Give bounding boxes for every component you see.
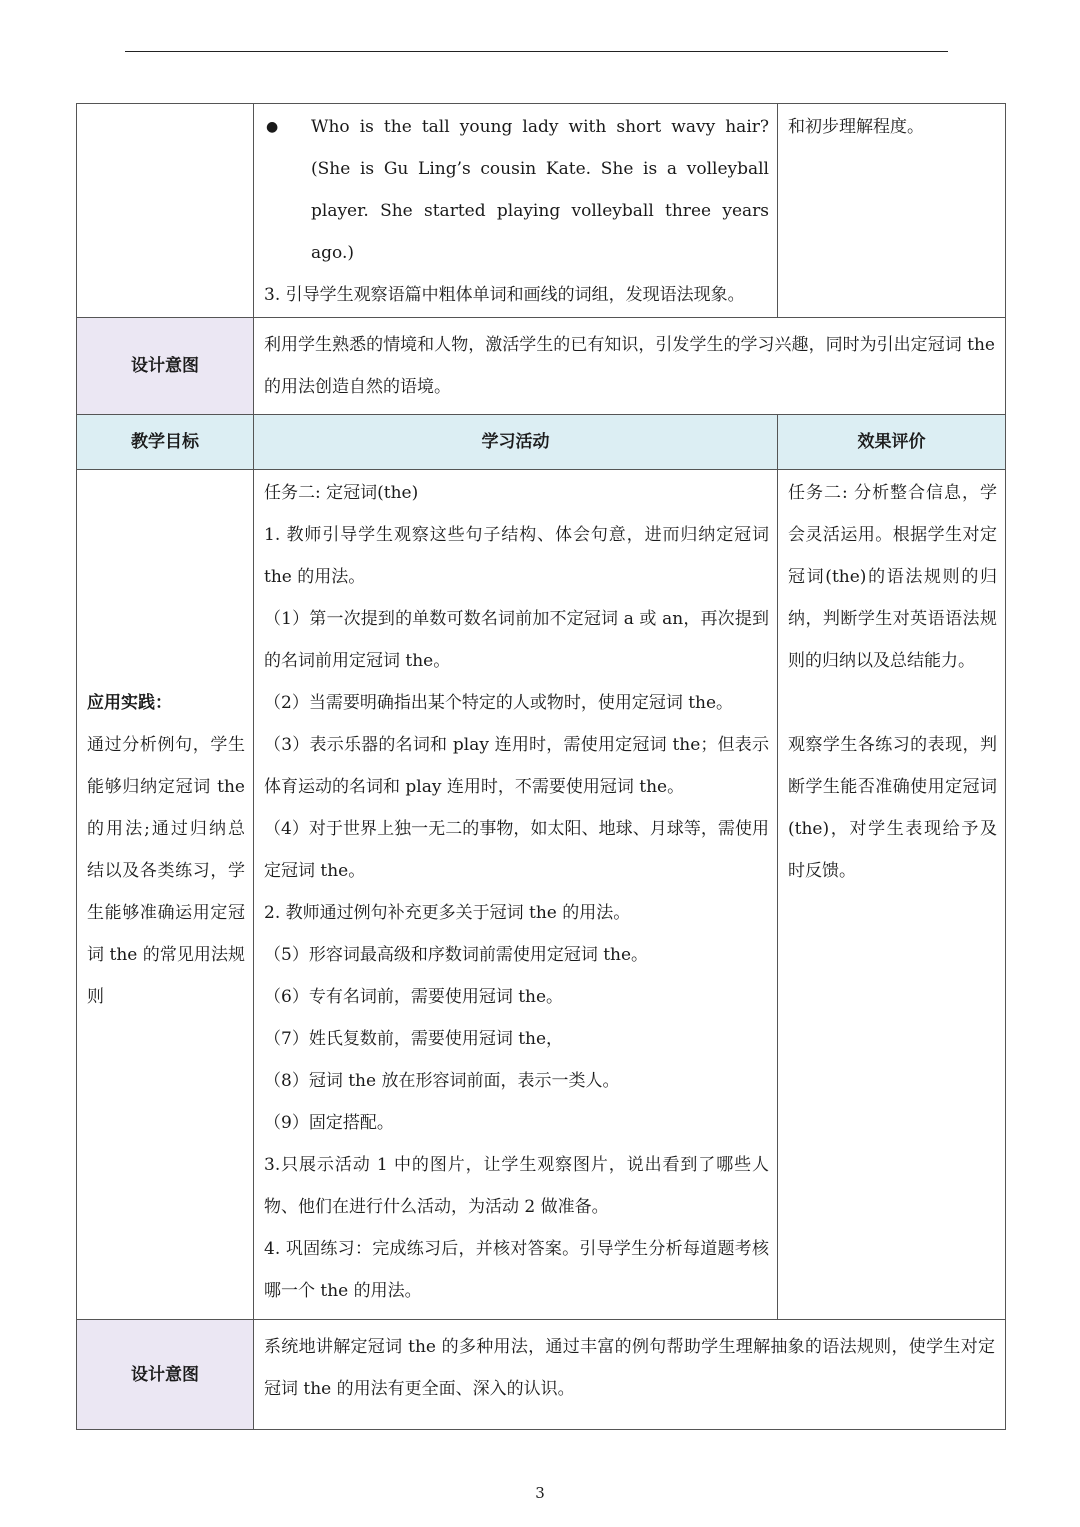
bullet-question: [264, 106, 769, 274]
activity-line: （2）当需要明确指出某个特定的人或物时，使用定冠词 the。: [264, 693, 734, 713]
design-intent-row-2: [77, 1320, 1006, 1430]
lesson-plan-table: [76, 103, 1006, 1430]
header-row: [77, 415, 1006, 470]
activity-line: 3.只展示活动 1 中的图片，让学生观察图片，说出看到了哪些人物、他们在进行什么活动，为活动 2 做准备。: [264, 1155, 769, 1217]
objective-title: 应用实践：: [87, 693, 172, 713]
bullet-icon: ●: [266, 119, 279, 135]
page-number: 3: [535, 1484, 545, 1502]
objective-text: 通过分析例句，学生能够归纳定冠词 the 的用法;通过归纳总结以及各类练习，学生能够准确运用定冠词 the 的常见用法规则: [87, 735, 245, 1007]
header-activity: 学习活动: [254, 415, 778, 470]
activity-line: （5）形容词最高级和序数词前需使用定冠词 the。: [264, 945, 649, 965]
objective-cell: [77, 470, 254, 1320]
evaluation-cell: [778, 470, 1006, 1320]
application-row: [77, 470, 1006, 1320]
continuation-left-cell: [77, 104, 254, 318]
design-intent-label-1: 设计意图: [77, 318, 254, 415]
activity-line: （9）固定搭配。: [264, 1113, 394, 1133]
design-intent-row-1: [77, 318, 1006, 415]
activity-line: 4. 巩固练习：完成练习后，并核对答案。引导学生分析每道题考核哪一个 the 的用法。: [264, 1239, 769, 1301]
design-intent-label-2: 设计意图: [77, 1320, 254, 1430]
activity-line: （6）专有名词前，需要使用冠词 the。: [264, 987, 564, 1007]
activity-cell: [254, 470, 778, 1320]
header-objective: 教学目标: [77, 415, 254, 470]
activity-line: （4）对于世界上独一无二的事物，如太阳、地球、月球等，需使用定冠词 the。: [264, 819, 769, 881]
activity-line: 1. 教师引导学生观察这些句子结构、体会句意，进而归纳定冠词 the 的用法。: [264, 525, 769, 587]
header-rule: [125, 51, 948, 52]
step3-text: 3. 引导学生观察语篇中粗体单词和画线的词组，发现语法现象。: [264, 285, 745, 305]
activity-line: （8）冠词 the 放在形容词前面，表示一类人。: [264, 1071, 620, 1091]
evaluation-text-1: 任务二: 分析整合信息，学会灵活运用。根据学生对定冠词(the)的语法规则的归纳，判断学生对英语语法规则的归纳以及总结能力。: [788, 483, 997, 671]
design-intent-text-2: 系统地讲解定冠词 the 的多种用法，通过丰富的例句帮助学生理解抽象的语法规则，使学生对定冠词 the 的用法有更全面、深入的认识。: [254, 1320, 1006, 1430]
activity-line: 任务二: 定冠词(the): [264, 483, 419, 503]
activity-line: （3）表示乐器的名词和 play 连用时，需使用定冠词 the；但表示体育运动的名词和 play 连用时，不需要使用冠词 the。: [264, 735, 769, 797]
design-intent-text-1: 利用学生熟悉的情境和人物，激活学生的已有知识，引发学生的学习兴趣，同时为引出定冠词 the 的用法创造自然的语境。: [254, 318, 1006, 415]
evaluation-text-2: 观察学生各练习的表现，判断学生能否准确使用定冠词(the)，对学生表现给予及时反馈。: [788, 735, 997, 881]
header-evaluation: 效果评价: [778, 415, 1006, 470]
activity-line: （1）第一次提到的单数可数名词前加不定冠词 a 或 an，再次提到的名词前用定冠词 the。: [264, 609, 769, 671]
continuation-middle-cell: [254, 104, 778, 318]
activity-line: （7）姓氏复数前，需要使用冠词 the，: [264, 1029, 564, 1049]
bullet-text: Who is the tall young lady with short wavy hair? (She is Gu Ling’s cousin Kate. She is a volleyball player. She started playing volleyball three years ago.): [311, 117, 769, 263]
continuation-right-cell: 和初步理解程度。: [778, 104, 1006, 318]
activity-line: 2. 教师通过例句补充更多关于冠词 the 的用法。: [264, 903, 631, 923]
continuation-row: [77, 104, 1006, 318]
